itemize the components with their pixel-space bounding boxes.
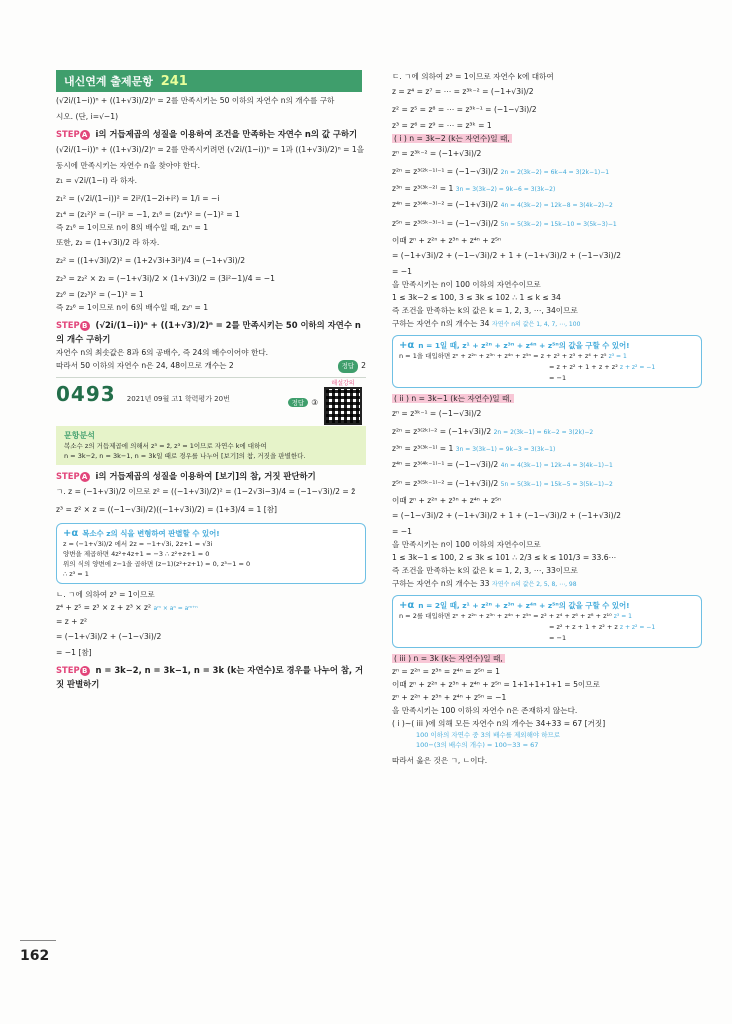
math-line: z₁⁴ = (z₁²)² = (−i)² = −1, z₁⁸ = (z₁⁴)² = (−1)² = 1 bbox=[56, 210, 240, 219]
math-line: 따라서 50 이하의 자연수 n은 24, 48이므로 개수는 2 정답 2 bbox=[56, 359, 366, 373]
step-a-body bbox=[56, 141, 366, 314]
math-line: 구하는 자연수 n의 개수는 34 자연수 n의 값은 1, 4, 7, ⋯, 100 bbox=[392, 319, 581, 328]
alpha-line: n = 1을 대입하면 zⁿ + z²ⁿ + z³ⁿ + z⁴ⁿ + z⁵ⁿ = z + z² + z³ + z⁴ + z⁵ z³ = 1 bbox=[399, 352, 627, 360]
math-line: ㄷ. ㄱ에 의하여 z³ = 1이므로 자연수 k에 대하여 bbox=[392, 72, 554, 81]
math-line: = −1 bbox=[392, 527, 412, 536]
math-line: z³ = z⁶ = z⁹ = ⋯ = z³ᵏ = 1 bbox=[392, 121, 492, 130]
alpha-line: z = (−1+√3i)/2 에서 2z = −1+√3i, 2z+1 = √3i bbox=[63, 540, 213, 548]
alpha-line: = −1 bbox=[549, 634, 567, 642]
case-title: ( i ) n = 3k−2 (k는 자연수)일 때, bbox=[394, 134, 510, 143]
math-line: = (−1−√3i)/2 + (−1+√3i)/2 + 1 + (−1−√3i)/2 + (−1+√3i)/2 bbox=[392, 511, 621, 520]
alpha-line: = z² + z + 1 + z² + z z + z² = −1 bbox=[549, 623, 656, 631]
alpha-line: ∴ z³ = 1 bbox=[63, 570, 89, 578]
math-line: z² = z⁵ = z⁸ = ⋯ = z³ᵏ⁻¹ = (−1−√3i)/2 bbox=[392, 105, 537, 114]
answer-badge: 정답 bbox=[338, 360, 359, 373]
math-line: = (−1+√3i)/2 + (−1−√3i)/2 bbox=[56, 632, 162, 641]
math-line: 또한, z₂ = (1+√3i)/2 라 하자. bbox=[56, 238, 160, 247]
math-line: 1 ≤ 3k−1 ≤ 100, 2 ≤ 3k ≤ 101 ∴ 2/3 ≤ k ≤ 101/3 = 33.6⋯ bbox=[392, 553, 617, 562]
analysis-box bbox=[56, 426, 366, 465]
qr-block[interactable] bbox=[324, 378, 362, 425]
side-note: 100−(3의 배수의 개수) = 100−33 = 67 bbox=[416, 741, 539, 749]
problem-number: 0493 bbox=[56, 382, 116, 406]
math-line: ( i )~( iii )에 의해 모든 자연수 n의 개수는 34+33 = 67 [거짓] bbox=[392, 719, 606, 728]
math-line: 이때 zⁿ + z²ⁿ + z³ⁿ + z⁴ⁿ + z⁵ⁿ bbox=[392, 236, 502, 245]
math-line: ㄱ. z = (−1+√3i)/2 이므로 z² = ((−1+√3i)/2)² = (1−2√3i−3)/4 = (−1−√3i)/2 = z̄ bbox=[56, 487, 356, 496]
math-line: 즉 조건을 만족하는 k의 값은 k = 1, 2, 3, ⋯, 34이므로 bbox=[392, 306, 578, 315]
math-line: z₁ = √2i/(1−i) 라 하자. bbox=[56, 176, 138, 185]
math-line: 1 ≤ 3k−2 ≤ 100, 3 ≤ 3k ≤ 102 ∴ 1 ≤ k ≤ 34 bbox=[392, 293, 561, 302]
math-line: = −1 [참] bbox=[56, 648, 92, 657]
alpha-line: 양변을 제곱하면 4z²+4z+1 = −3 ∴ z²+z+1 = 0 bbox=[63, 550, 210, 558]
alpha-line: = z + z² + 1 + z + z² z + z² = −1 bbox=[549, 363, 656, 371]
qr-label: 해설강의 bbox=[331, 380, 355, 387]
math-line: 이때 zⁿ + z²ⁿ + z³ⁿ + z⁴ⁿ + z⁵ⁿ = 1+1+1+1+1 = 5이므로 bbox=[392, 680, 600, 689]
problem-line: 시오. (단, i=√−1) bbox=[56, 112, 119, 121]
plus-alpha-icon: +α bbox=[399, 340, 415, 351]
math-line: z²ⁿ = z³⁽²ᵏ⁻¹⁾⁻¹ = (−1−√3i)/2 2n = 2(3k−2) = 6k−4 = 3(2k−1)−1 bbox=[392, 167, 610, 176]
case-title: ( ii ) n = 3k−1 (k는 자연수)일 때, bbox=[394, 394, 512, 403]
analysis-line: n = 3k−2, n = 3k−1, n = 3k일 때로 경우를 나누어 [보기]의 참, 거짓을 판별한다. bbox=[64, 452, 306, 460]
side-note: aᵐ × aⁿ = aᵐ⁺ⁿ bbox=[153, 605, 198, 612]
math-line: 구하는 자연수 n의 개수는 33 자연수 n의 값은 2, 5, 8, ⋯, 98 bbox=[392, 579, 577, 588]
math-line: z³ⁿ = z³⁽³ᵏ⁻²⁾ = 1 3n = 3(3k−2) = 9k−6 = 3(3k−2) bbox=[392, 184, 556, 193]
analysis-title: 문항분석 bbox=[64, 431, 95, 440]
alpha-line: 위의 식의 양변에 z−1을 곱하면 (z−1)(z²+z+1) = 0, z³−1 = 0 bbox=[63, 560, 251, 568]
math-line: z⁴ⁿ = z³⁽⁴ᵏ⁻³⁾⁻² = (−1+√3i)/2 4n = 4(3k−2) = 12k−8 = 3(4k−2)−2 bbox=[392, 200, 613, 209]
step-b-title: STEP B (√2i/(1−i))ⁿ + ((1+√3)/2)ⁿ = 2를 만족시키는 50 이하의 자연수 n의 개수 구하기 bbox=[56, 320, 361, 344]
math-line: = z + z² bbox=[56, 617, 87, 626]
step-b-icon: B bbox=[80, 321, 90, 331]
math-line: z₂⁶ = (z₂³)² = (−1)² = 1 bbox=[56, 290, 144, 299]
problem-header bbox=[56, 382, 366, 422]
math-line: z³ = z² × z = ((−1−√3i)/2)((−1+√3i)/2) = (1+3)/4 = 1 [참] bbox=[56, 505, 277, 514]
section-header bbox=[56, 70, 362, 92]
conclusion: 따라서 옳은 것은 ㄱ, ㄴ이다. bbox=[392, 756, 488, 765]
math-line: z³ⁿ = z³⁽³ᵏ⁻¹⁾ = 1 3n = 3(3k−1) = 9k−3 = 3(3k−1) bbox=[392, 444, 556, 453]
math-line: z = z⁴ = z⁷ = ⋯ = z³ᵏ⁻² = (−1+√3i)/2 bbox=[392, 87, 534, 96]
step-b2-title: STEP B n = 3k−2, n = 3k−1, n = 3k (k는 자연수)로 경우를 나누어 참, 거짓 판별하기 bbox=[56, 665, 364, 689]
plus-alpha-icon: +α bbox=[63, 528, 79, 539]
side-note: 100 이하의 자연수 중 3의 배수를 제외해야 하므로 bbox=[416, 731, 561, 739]
math-line: 자연수 n의 최솟값은 8과 6의 공배수, 즉 24의 배수이어야 한다. bbox=[56, 348, 269, 357]
alpha-box bbox=[392, 335, 702, 388]
math-line: zⁿ + z²ⁿ + z³ⁿ + z⁴ⁿ + z⁵ⁿ = −1 bbox=[392, 693, 507, 702]
answer-value: 2 bbox=[361, 361, 366, 370]
math-line: z₂³ = z₂² × z₂ = (−1+√3i)/2 × (1+√3i)/2 = (3i²−1)/4 = −1 bbox=[56, 274, 275, 283]
step-a2-icon: A bbox=[80, 472, 90, 482]
page-divider bbox=[20, 940, 56, 941]
math-line: zⁿ = z³ᵏ⁻¹ = (−1−√3i)/2 bbox=[392, 409, 482, 418]
alpha-box bbox=[392, 595, 702, 648]
problem-source: 2021년 09월 고1 학력평가 20번 bbox=[126, 395, 230, 403]
alpha-title: +α n = 2일 때, z¹ + z²ⁿ + z³ⁿ + z⁴ⁿ + z⁵ⁿ의 값을 구할 수 있어! bbox=[399, 600, 630, 611]
math-line: z⁵ⁿ = z³⁽⁵ᵏ⁻¹⁾⁻² = (−1+√3i)/2 5n = 5(3k−1) = 15k−5 = 3(5k−1)−2 bbox=[392, 479, 613, 488]
step-a-title: STEP A i의 거듭제곱의 성질을 이용하여 조건을 만족하는 자연수 n의 값 구하기 bbox=[56, 129, 358, 139]
math-line: 즉 z₂⁶ = 1이므로 n이 6의 배수일 때, z₂ⁿ = 1 bbox=[56, 303, 209, 312]
step-b2-icon: B bbox=[80, 666, 90, 676]
math-line: z²ⁿ = z³⁽²ᵏ⁾⁻² = (−1+√3i)/2 2n = 2(3k−1) = 6k−2 = 3(2k)−2 bbox=[392, 427, 594, 436]
math-line: z⁴ + z⁵ = z³ × z + z³ × z² aᵐ × aⁿ = aᵐ⁺ⁿ bbox=[56, 603, 198, 612]
math-line: (√2i/(1−i))ⁿ + ((1+√3i)/2)ⁿ = 2를 만족시키려면 (√2i/(1−i))ⁿ = 1과 ((1+√3i)/2)ⁿ = 1을 bbox=[56, 145, 365, 154]
alpha-line: n = 2를 대입하면 zⁿ + z²ⁿ + z³ⁿ + z⁴ⁿ + z⁵ⁿ = z² + z⁴ + z⁶ + z⁸ + z¹⁰ z³ = 1 bbox=[399, 612, 632, 620]
alpha-line: = −1 bbox=[549, 374, 567, 382]
alpha-title: +α n = 1일 때, z¹ + z²ⁿ + z³ⁿ + z⁴ⁿ + z⁵ⁿ의 값을 구할 수 있어! bbox=[399, 340, 630, 351]
math-line: 동시에 만족시키는 자연수 n을 찾아야 한다. bbox=[56, 161, 200, 170]
math-line: 즉 조건을 만족하는 k의 값은 k = 1, 2, 3, ⋯, 33이므로 bbox=[392, 566, 578, 575]
math-line: z⁴ⁿ = z³⁽⁴ᵏ⁻¹⁾⁻¹ = (−1−√3i)/2 4n = 4(3k−1) = 12k−4 = 3(4k−1)−1 bbox=[392, 460, 613, 469]
math-line: z₁² = (√2i/(1−i))² = 2i²/(1−2i+i²) = 1/i = −i bbox=[56, 194, 220, 203]
math-line: = −1 bbox=[392, 267, 412, 276]
alpha-box bbox=[56, 523, 366, 584]
math-line: z⁵ⁿ = z³⁽⁵ᵏ⁻³⁾⁻¹ = (−1−√3i)/2 5n = 5(3k−2) = 15k−10 = 3(5k−3)−1 bbox=[392, 219, 617, 228]
math-line: = (−1+√3i)/2 + (−1−√3i)/2 + 1 + (−1+√3i)/2 + (−1−√3i)/2 bbox=[392, 251, 621, 260]
step-a-icon: A bbox=[80, 130, 90, 140]
qr-code-icon[interactable] bbox=[324, 387, 362, 425]
case-title: ( iii ) n = 3k (k는 자연수)일 때, bbox=[394, 654, 503, 663]
header-label: 내신연계 출제문항 bbox=[64, 75, 153, 88]
right-column bbox=[392, 70, 702, 767]
left-column bbox=[56, 70, 366, 691]
math-line: 을 만족시키는 n이 100 이하의 자연수이므로 bbox=[392, 280, 541, 289]
math-line: 즉 z₁⁸ = 1이므로 n이 8의 배수일 때, z₁ⁿ = 1 bbox=[56, 223, 209, 232]
math-line: 이때 zⁿ + z²ⁿ + z³ⁿ + z⁴ⁿ + z⁵ⁿ bbox=[392, 496, 502, 505]
problem-line: (√2i/(1−i))ⁿ + ((1+√3i)/2)ⁿ = 2를 만족시키는 50 이하의 자연수 n의 개수를 구하 bbox=[56, 96, 335, 105]
math-line: zⁿ = z²ⁿ = z³ⁿ = z⁴ⁿ = z⁵ⁿ = 1 bbox=[392, 667, 501, 676]
answer-badge: 정답 bbox=[288, 398, 309, 407]
math-line: 을 만족시키는 n이 100 이하의 자연수이므로 bbox=[392, 540, 541, 549]
math-line: zⁿ = z³ᵏ⁻² = (−1+√3i)/2 bbox=[392, 149, 482, 158]
page-number: 162 bbox=[20, 948, 50, 964]
plus-alpha-icon: +α bbox=[399, 600, 415, 611]
answer-value: ③ bbox=[311, 398, 318, 407]
alpha-title: +α 복소수 z의 식을 변형하여 판별할 수 있어! bbox=[63, 528, 220, 539]
math-line: ㄴ. ㄱ에 의하여 z³ = 1이므로 bbox=[56, 590, 155, 599]
math-line: z₂² = ((1+√3i)/2)² = (1+2√3i+3i²)/4 = (−1+√3i)/2 bbox=[56, 256, 246, 265]
math-line: 을 만족시키는 100 이하의 자연수 n은 존재하지 않는다. bbox=[392, 706, 578, 715]
header-number: 241 bbox=[160, 74, 188, 89]
analysis-line: 복소수 z의 거듭제곱에 의해서 z³ = z̄, z³ = 1이므로 자연수 k에 대하여 bbox=[64, 442, 267, 450]
step-a2-title: STEP A i의 거듭제곱의 성질을 이용하여 [보기]의 참, 거짓 판단하기 bbox=[56, 471, 316, 481]
